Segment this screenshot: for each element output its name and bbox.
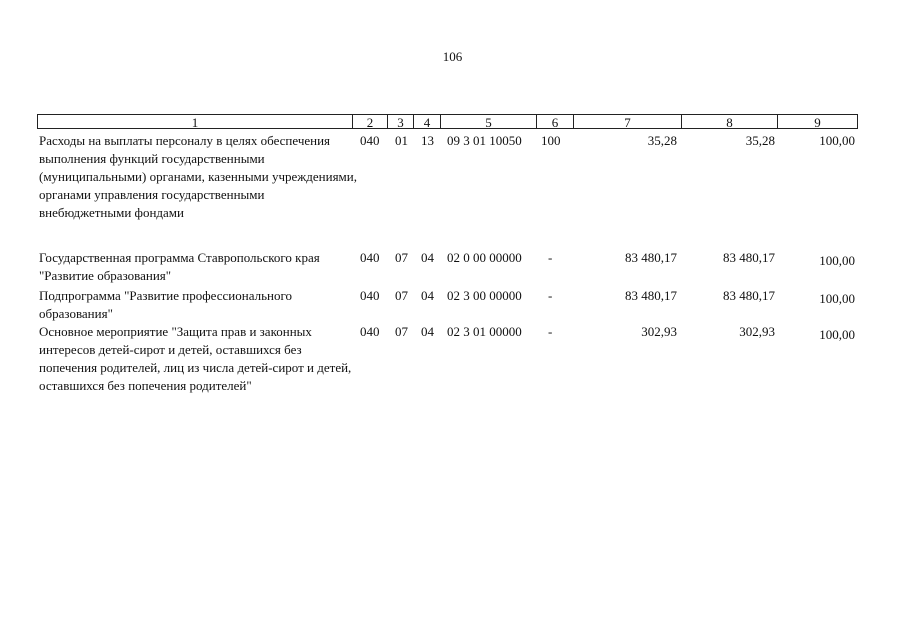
row-code-5: 09 3 01 10050 (447, 133, 522, 148)
row-value-9: 100,00 (819, 327, 855, 342)
row-name: Расходы на выплаты персоналу в целях обеспечения выполнения функций государственными (муниципальными) органами, казенными учреждениями, органами управления государственными внебюджетными фондами (39, 133, 357, 220)
row-value-7: 35,28 (647, 133, 677, 148)
row-value-7: 302,93 (641, 324, 677, 339)
header-col-4: 4 (413, 114, 441, 129)
row-code-2: 040 (360, 288, 380, 303)
row-value-8: 302,93 (739, 324, 775, 339)
row-code-5: 02 0 00 00000 (447, 250, 522, 265)
row-code-2: 040 (360, 250, 380, 265)
row-value-9: 100,00 (819, 133, 855, 148)
row-value-8: 83 480,17 (723, 288, 775, 303)
header-col-3: 3 (387, 114, 414, 129)
row-code-3: 07 (395, 288, 408, 303)
header-col-7: 7 (573, 114, 682, 129)
row-code-6: - (548, 324, 553, 339)
row-value-9: 100,00 (819, 291, 855, 306)
row-code-6: - (548, 288, 553, 303)
row-code-6: 100 (541, 133, 561, 148)
row-name: Государственная программа Ставропольского края "Развитие образования" (39, 250, 320, 283)
row-code-5: 02 3 00 00000 (447, 288, 522, 303)
row-code-3: 01 (395, 133, 408, 148)
row-code-3: 07 (395, 324, 408, 339)
row-value-8: 83 480,17 (723, 250, 775, 265)
row-value-7: 83 480,17 (625, 250, 677, 265)
row-code-5: 02 3 01 00000 (447, 324, 522, 339)
row-code-3: 07 (395, 250, 408, 265)
row-code-4: 04 (421, 288, 434, 303)
header-col-2: 2 (352, 114, 388, 129)
row-code-2: 040 (360, 324, 380, 339)
row-name: Подпрограмма "Развитие профессионального образования" (39, 288, 292, 321)
header-col-1: 1 (37, 114, 353, 129)
row-value-7: 83 480,17 (625, 288, 677, 303)
row-value-8: 35,28 (745, 133, 775, 148)
page-number: 106 (442, 49, 463, 64)
row-code-4: 13 (421, 133, 434, 148)
row-code-4: 04 (421, 324, 434, 339)
row-code-4: 04 (421, 250, 434, 265)
header-col-9: 9 (777, 114, 858, 129)
header-col-5: 5 (440, 114, 537, 129)
row-name: Основное мероприятие "Защита прав и законных интересов детей-сирот и детей, оставшихся без попечения родителей, лиц из числа детей-сирот и детей, оставшихся без попечения родителей" (39, 324, 352, 393)
row-code-2: 040 (360, 133, 380, 148)
row-code-6: - (548, 250, 553, 265)
header-col-6: 6 (536, 114, 574, 129)
header-col-8: 8 (681, 114, 778, 129)
row-value-9: 100,00 (819, 253, 855, 268)
